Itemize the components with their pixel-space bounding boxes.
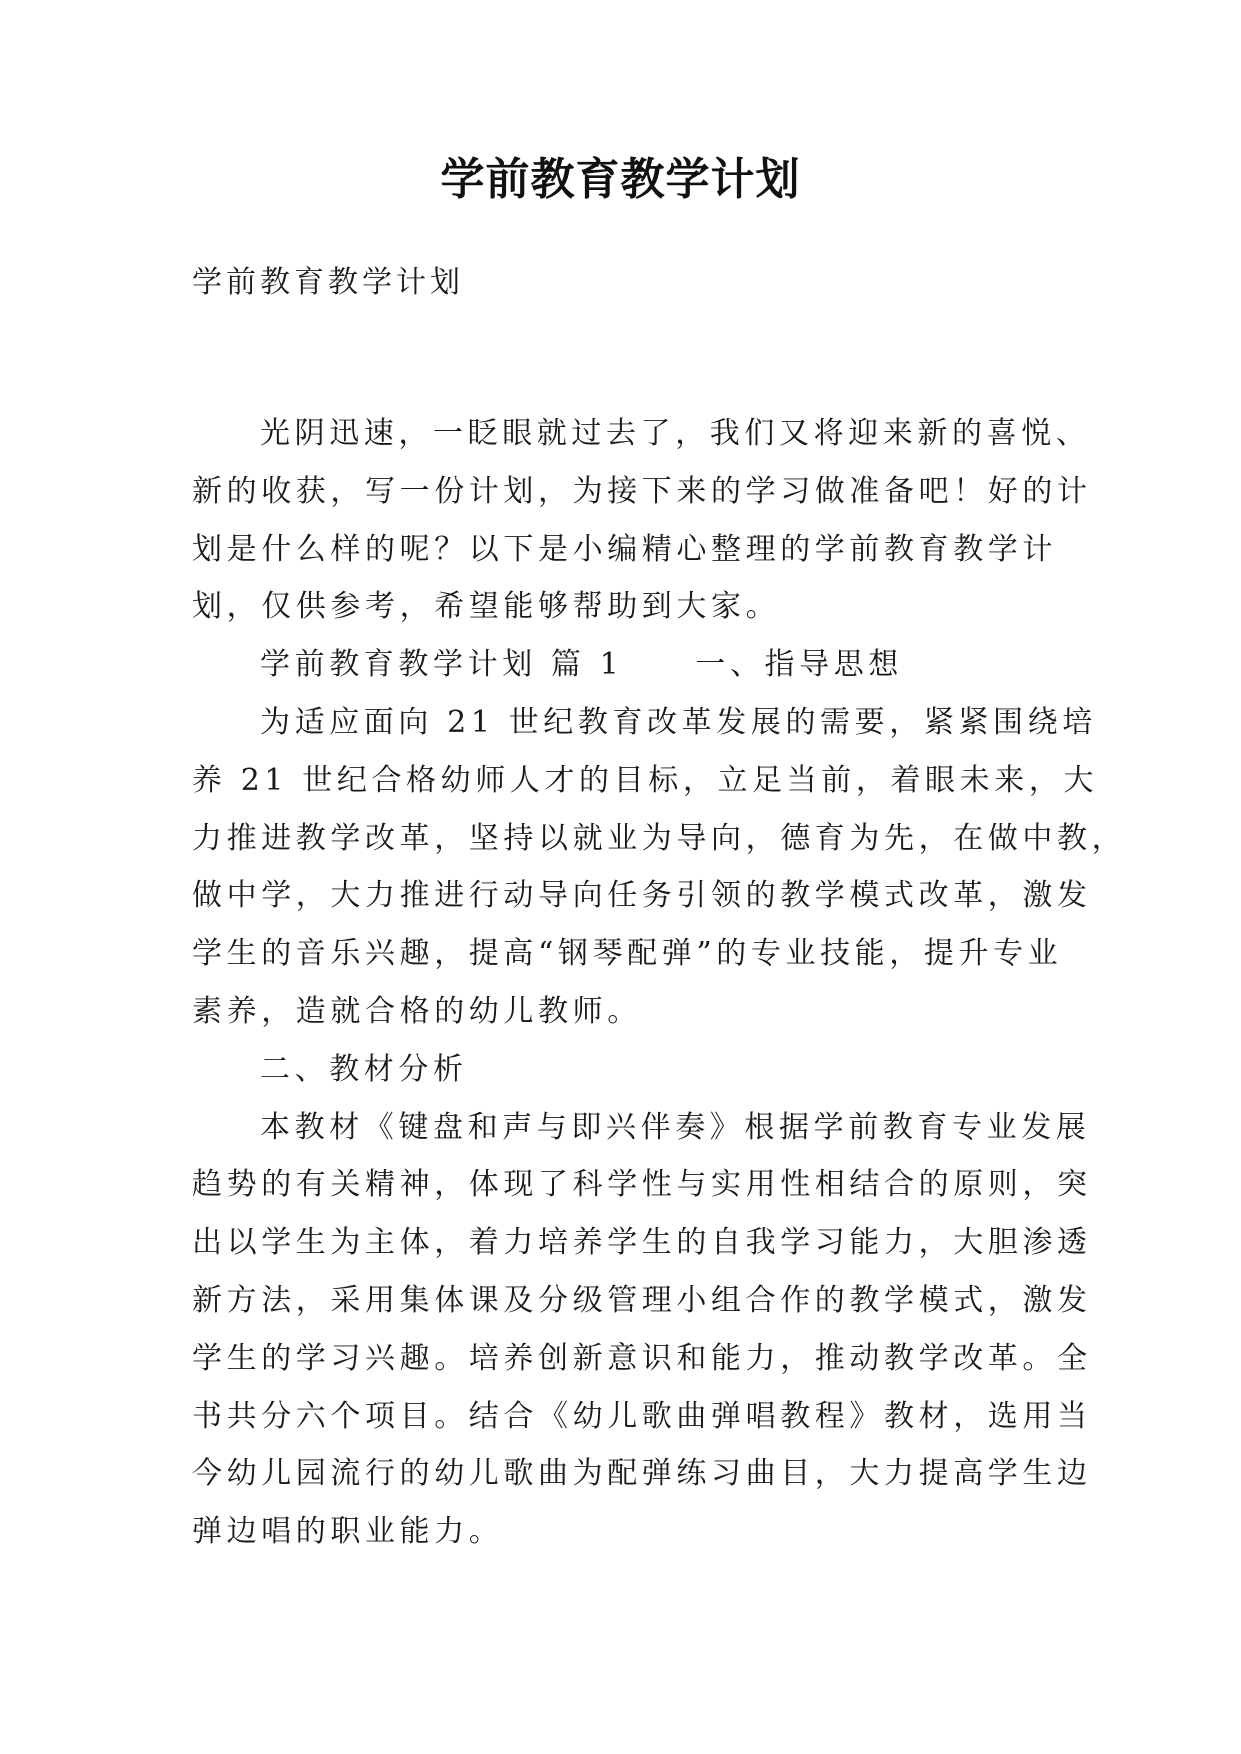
paragraph-line: 学生的学习兴趣。培养创新意识和能力，推动教学改革。全	[192, 1340, 1092, 1376]
article-label: 学前教育教学计划 篇 1	[260, 647, 624, 683]
paragraph-line: 养 21 世纪合格幼师人才的目标，立足当前，着眼未来，大	[192, 762, 1099, 798]
paragraph-line: 新方法，采用集体课及分级管理小组合作的教学模式，激发	[192, 1282, 1092, 1318]
section-heading-line	[192, 636, 1072, 694]
document-title: 学前教育教学计划	[440, 154, 801, 205]
paragraph-line: 出以学生为主体，着力培养学生的自我学习能力，大胆渗透	[192, 1225, 1092, 1261]
paragraph-line: 划是什么样的呢？以下是小编精心整理的学前教育教学计	[192, 531, 1057, 567]
paragraph-line: 弹边唱的职业能力。	[192, 1514, 504, 1550]
paragraph-line: 书共分六个项目。结合《幼儿歌曲弹唱教程》教材，选用当	[192, 1398, 1092, 1434]
paragraph-line: 本教材《键盘和声与即兴伴奏》根据学前教育专业发展	[260, 1109, 1091, 1145]
document-subtitle: 学前教育教学计划	[192, 265, 464, 300]
paragraph-line: 今幼儿园流行的幼儿歌曲为配弹练习曲目，大力提高学生边	[192, 1456, 1092, 1492]
section-heading: 二、教材分析	[260, 1051, 468, 1087]
paragraph-line: 新的收获，写一份计划，为接下来的学习做准备吧！好的计	[192, 473, 1092, 509]
paragraph-line: 趋势的有关精神，体现了科学性与实用性相结合的原则，突	[192, 1167, 1092, 1203]
section-heading: 一、指导思想	[695, 647, 903, 683]
paragraph-line: 做中学，大力推进行动导向任务引领的教学模式改革，激发	[192, 878, 1092, 914]
paragraph-line: 为适应面向 21 世纪教育改革发展的需要，紧紧围绕培	[260, 704, 1097, 740]
paragraph-line: 划，仅供参考，希望能够帮助到大家。	[192, 589, 781, 625]
document-body	[192, 405, 1127, 1561]
paragraph-line: 力推进教学改革，坚持以就业为导向，德育为先，在做中教，	[192, 820, 1127, 856]
paragraph-line: 学生的音乐兴趣，提高“钢琴配弹”的专业技能，提升专业	[192, 936, 1063, 972]
paragraph-line: 素养，造就合格的幼儿教师。	[192, 993, 642, 1029]
paragraph-line: 光阴迅速，一眨眼就过去了，我们又将迎来新的喜悦、	[260, 416, 1091, 451]
